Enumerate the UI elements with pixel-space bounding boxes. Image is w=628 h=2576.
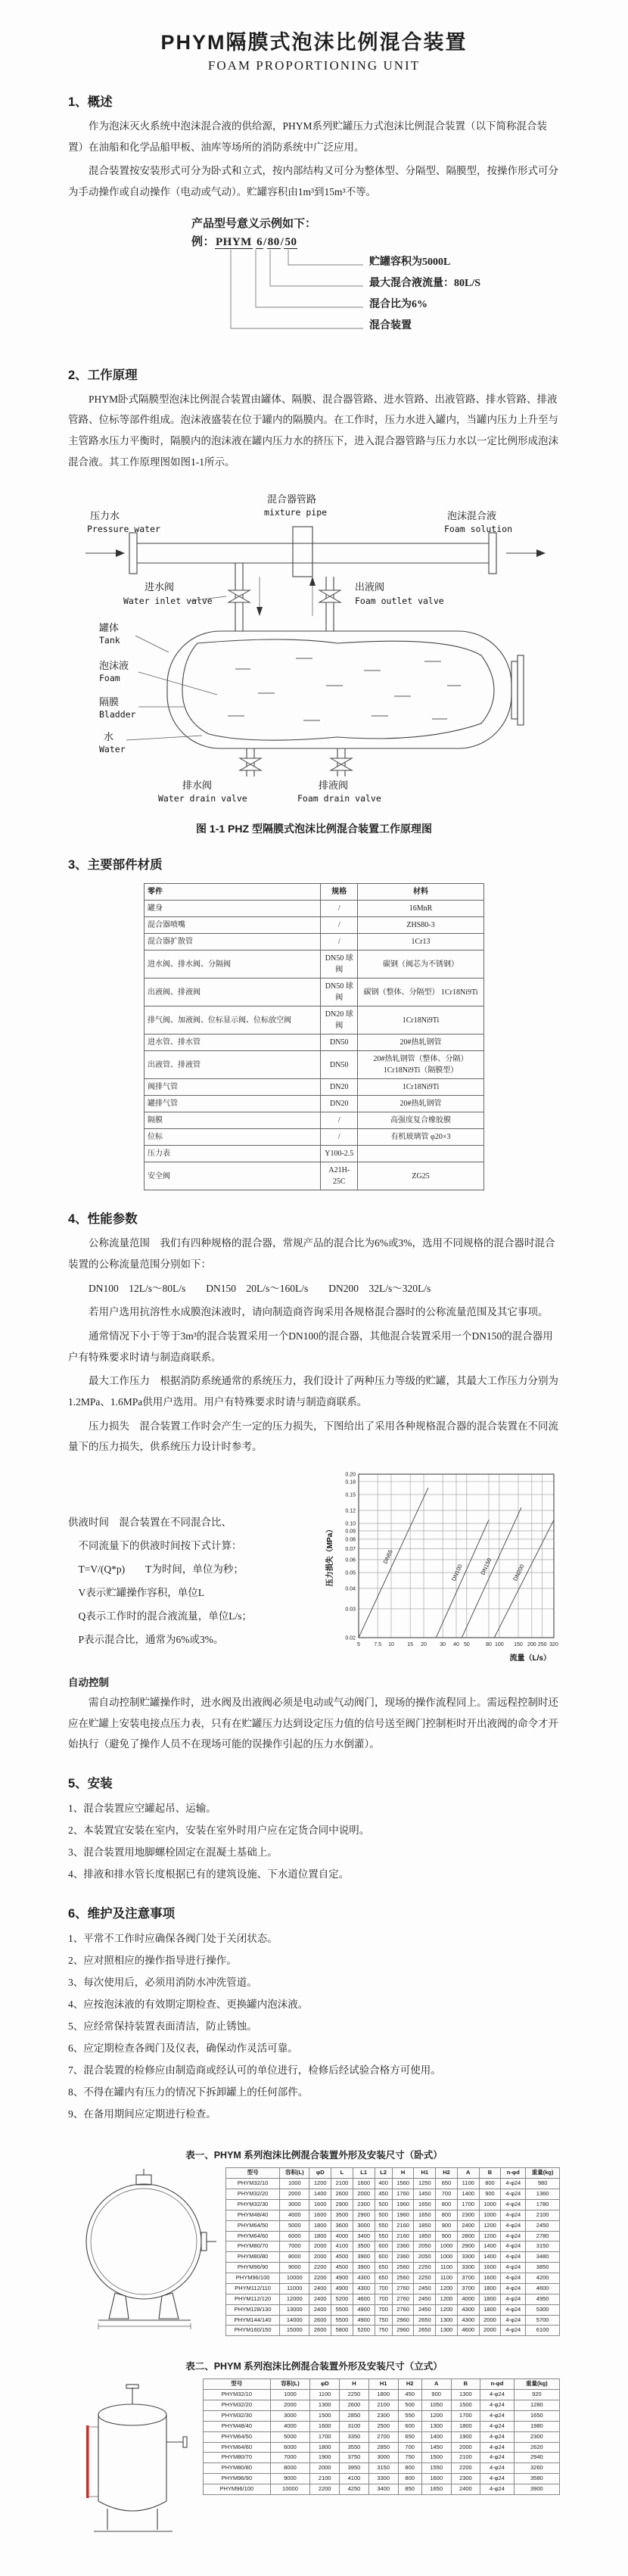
label-foam-outlet-valve-zh: 出液阀	[355, 581, 385, 593]
column-header: H	[340, 2379, 369, 2390]
model-example-code: 例：PHYM 6/80/50	[191, 235, 297, 248]
model-example-intro: 产品型号意义示例如下：	[191, 217, 317, 230]
section-1-heading: 1、概述	[68, 95, 113, 109]
label-tank-en: Tank	[99, 635, 120, 646]
x-tick-label: 40	[453, 1642, 459, 1648]
table-row: 阀排气管 DN20 1Cr18Ni9Ti	[145, 1079, 484, 1096]
y-tick-label: 0.02	[345, 1635, 356, 1641]
tank-diagram	[69, 480, 559, 805]
x-tick-label: 250	[537, 1642, 547, 1648]
list-item: 8、不得在罐内有压力的情况下拆卸罐上的任何部件。	[68, 2086, 309, 2098]
list-item: V表示贮罐操作容积，单位L	[78, 1587, 204, 1599]
list-item: 6、应定期检查各阀门及仪表，确保动作灵活可靠。	[68, 2042, 298, 2055]
x-tick-label: 5	[357, 1642, 360, 1648]
vertical-dimension-block	[68, 2378, 560, 2541]
table-row: PHYM64/50 5000 1800 3600 3000 550 2160 1850 900 2400 1200 4-φ24 2450	[226, 2220, 560, 2231]
y-tick-label: 0.05	[345, 1570, 356, 1576]
series-label-DN150: DN150	[479, 1557, 493, 1576]
label-pressure-water-zh: 压力水	[90, 510, 120, 522]
column-header: H2	[436, 2168, 458, 2179]
table-row: 隔膜 / 高强度复合橡胶膜	[145, 1112, 484, 1129]
table-row: PHYM48/40 4000 1600 3500 2900 500 1960 1650 800 2300 1000 4-φ24 2100	[226, 2210, 560, 2220]
column-header: H1	[368, 2379, 398, 2390]
y-tick-label: 0.20	[345, 1472, 356, 1478]
y-tick-label: 0.09	[345, 1529, 356, 1535]
x-tick-label: 200	[527, 1642, 536, 1648]
table-row: 压力表 Y100-2.5	[145, 1146, 484, 1162]
series-line-DN200	[494, 1520, 554, 1638]
x-tick-label: 20	[421, 1642, 427, 1648]
section-4-heading: 4、性能参数	[68, 1212, 138, 1227]
column-header: φD	[309, 2168, 331, 2179]
column-header: 规格	[321, 884, 358, 901]
label-water-en: Water	[99, 744, 126, 755]
table-row: PHYM112/110 11000 2400 4900 4300 700 2760 2450 1200 3700 1800 4-φ24 4600	[226, 2283, 560, 2294]
materials-table	[144, 883, 484, 1190]
column-header: 型号	[204, 2379, 271, 2390]
level-gauge-mark	[86, 2425, 89, 2498]
x-tick-label: 30	[440, 1642, 446, 1648]
table-row: 出液阀、排液阀 DN50 球阀 碳钢（整体、分隔型） 1Cr18Ni9Ti	[145, 978, 484, 1006]
horizontal-tank-drawing	[68, 2167, 219, 2332]
paragraph: 最大工作压力 根据消防系统通常的系统压力，我们设计了两种压力等级的贮罐，其最大工作压力分别为1.2MPa、1.6MPa供用户选用。用户有特殊要求时请与制造商联系。	[68, 1375, 558, 1408]
y-tick-label: 0.07	[345, 1547, 356, 1553]
paragraph: 若用户选用抗溶性水成膜泡沫液时，请向制造商咨询采用各规格混合器时的公称流量范围及其它事项。	[89, 1306, 549, 1318]
label-mixture-pipe-zh: 混合器管路	[267, 493, 317, 506]
table-row: PHYM64/50 5000 1700 3350 2700 650 1400 1900 4-φ24 2300	[204, 2431, 560, 2442]
y-tick-label: 0.12	[345, 1508, 356, 1514]
label-bladder-zh: 隔膜	[99, 696, 120, 708]
table-row: PHYM32/10 1000 1200 2100 1600 400 1560 1250 650 1100 800 4-φ24 980	[226, 2179, 560, 2189]
table-1-caption: 表一、PHYM 系列泡沫比例混合装置外形及安装尺寸（卧式）	[185, 2150, 443, 2161]
model-callout-lines	[68, 213, 558, 347]
x-axis-label: 流量（L/s）	[509, 1654, 551, 1663]
auto-control-heading: 自动控制	[68, 1677, 109, 1689]
table-row: PHYM32/30 3000 1500 2850 2300 550 1200 1700 4-φ24 1650	[204, 2410, 560, 2421]
list-item: P表示混合比，通常为6%或3%。	[78, 1634, 224, 1646]
list-item: 3、每次使用后，必须用消防水冲洗管道。	[68, 1977, 257, 1989]
column-header: n-φd	[480, 2379, 514, 2390]
label-mixture-pipe-en: mixture pipe	[264, 507, 328, 518]
model-code-mix: 6	[256, 235, 263, 248]
table-row: 罐身 / 16MnR	[145, 901, 484, 917]
table-row: PHYM32/10 1000 1100 2250 1800 450 900 1300 4-φ24 920	[204, 2390, 560, 2400]
x-tick-label: 150	[514, 1642, 523, 1648]
x-tick-label: 100	[494, 1642, 504, 1648]
model-designation-figure	[68, 213, 560, 347]
list-item: 2、应对照相应的操作指导进行操作。	[68, 1955, 237, 1967]
performance-block	[68, 1468, 560, 1666]
callout-max-flow: 最大混合液流量：80L/S	[369, 277, 481, 289]
working-principle-figure	[68, 480, 560, 809]
label-water-zh: 水	[104, 731, 114, 743]
label-pressure-water-en: Pressure water	[87, 524, 160, 535]
label-foam-zh: 泡沫液	[99, 660, 129, 672]
table-row: 进水阀、排水阀、分隔阀 DN50 球阀 碳钢（阀芯为不锈钢）	[145, 950, 484, 978]
list-item: 4、排液和排水管长度根据已有的建筑设施、下水道位置自定。	[68, 1868, 350, 1881]
table-row: PHYM80/80 8000 2000 4500 3900 600 2360 2050 1000 3300 1400 4-φ24 3480	[226, 2252, 560, 2263]
table-row: PHYM32/30 3000 1600 2900 2300 500 1960 1650 800 1700 1000 4-φ24 1780	[226, 2199, 560, 2210]
page-title: PHYM隔膜式泡沫比例混合装置	[160, 31, 468, 54]
series-line-DN100	[436, 1520, 489, 1638]
table-row: PHYM48/40 4000 1600 3100 2500 600 1300 1800 4-φ24 1980	[204, 2421, 560, 2431]
column-header: 重量(kg)	[526, 2168, 560, 2179]
column-header: A	[457, 2168, 479, 2179]
table-row: 混合器喷嘴 / ZHS80-3	[145, 917, 484, 934]
column-header: n-φd	[501, 2168, 526, 2179]
column-header: φD	[310, 2379, 340, 2390]
column-header: L	[331, 2168, 353, 2179]
column-header: H	[392, 2168, 414, 2179]
paragraph: 作为泡沫灭火系统中泡沫混合液的供给源，PHYM系列贮罐压力式泡沫比例混合装置（以下简称混合装置）在油船和化学品船甲板、油库等场所的消防系统中广泛应用。	[68, 120, 548, 153]
table-row: PHYM80/70 7000 2000 4100 3500 600 2360 2050 1000 2900 1400 4-φ24 3150	[226, 2242, 560, 2252]
maintenance-list	[68, 1927, 560, 2125]
label-foam-solution-en: Foam solution	[444, 524, 513, 535]
table-row: 混合器扩散管 / 1Cr13	[145, 934, 484, 950]
list-item: 供液时间 混合装置在不同混合比、	[68, 1517, 232, 1529]
series-label-DN65: DN65	[381, 1548, 394, 1565]
column-header: 容积(L)	[280, 2168, 309, 2179]
label-bladder-en: Bladder	[99, 709, 136, 720]
y-tick-label: 0.18	[345, 1479, 356, 1486]
vertical-dimension-table	[203, 2378, 560, 2495]
table-row: 罐排气管 DN20 20#热轧钢管	[145, 1096, 484, 1112]
label-foam-en: Foam	[99, 673, 120, 684]
pressure-loss-chart	[324, 1468, 560, 1666]
section-6-heading: 6、维护及注意事项	[68, 1907, 176, 1921]
section-5-heading: 5、安装	[68, 1777, 113, 1791]
list-item: T=V/(Q*p) T为时间，单位为秒；	[78, 1563, 244, 1576]
table-row: PHYM128/130 13000 2400 5500 4900 700 2760 2450 1200 4300 1800 4-φ24 5300	[226, 2304, 560, 2315]
y-tick-label: 0.06	[345, 1557, 356, 1563]
list-item: 3、混合装置用地脚螺栓固定在混凝土基础上。	[68, 1846, 278, 1859]
horizontal-dimension-block	[68, 2167, 560, 2336]
x-tick-label: 50	[463, 1642, 470, 1648]
column-header: L2	[375, 2168, 392, 2179]
x-tick-label: 7.5	[374, 1642, 382, 1648]
table-row: 进水管、排水管 DN50 20#热轧钢管	[145, 1034, 484, 1051]
column-header: B	[479, 2168, 501, 2179]
paragraph: 通常情况下小于等于3m³的混合装置采用一个DN100的混合器，其他混合装置采用一个DN150的混合器用户有特殊要求时请与制造商联系。	[68, 1330, 553, 1363]
table-row: PHYM160/150 15000 2600 5800 5200 750 2960 2650 1300 4600 2000 4-φ24 6100	[226, 2326, 560, 2336]
list-item: 不同流量下的供液时间按下式计算：	[78, 1540, 242, 1552]
installation-list	[68, 1797, 560, 1885]
table-row: 出液管、排液管 DN50 20#热轧钢管（整体、分隔） 1Cr18Ni9Ti（隔膜型）	[145, 1051, 484, 1079]
callout-device: 混合装置	[369, 319, 412, 331]
label-tank-zh: 罐体	[99, 622, 120, 634]
x-tick-label: 15	[407, 1642, 414, 1648]
model-code-name: PHYM	[216, 235, 252, 248]
label-foam-drain-valve-zh: 排液阀	[319, 779, 349, 792]
table-row: 排气阀、加液阀、位标显示阀、位标放空阀 DN20 球阀 1Cr18Ni9Ti	[145, 1006, 484, 1034]
table-2-caption: 表二、PHYM 系列泡沫比例混合装置外形及安装尺寸（立式）	[185, 2361, 443, 2372]
column-header: H1	[414, 2168, 436, 2179]
column-header: 型号	[226, 2168, 280, 2179]
table-row: 安全阀 A21H-25C ZG25	[145, 1162, 484, 1190]
column-header: 重量(kg)	[514, 2379, 559, 2390]
list-item: 4、应按泡沫液的有效期定期检查、更换罐内泡沫液。	[68, 1999, 309, 2011]
list-item: 5、应经常保持装置表面清洁，防止锈蚀。	[68, 2021, 257, 2033]
supply-time-text	[68, 1468, 321, 1666]
callout-tank-volume: 贮罐容积为5000L	[369, 256, 451, 268]
section-3-heading: 3、主要部件材质	[68, 858, 163, 873]
column-header: 材料	[358, 884, 484, 901]
list-item: 2、本装置宜安装在室内，安装在室外时用户应在定货合同中说明。	[68, 1825, 370, 1837]
column-header: 零件	[145, 884, 321, 901]
list-item: Q表示工作时的混合液流量，单位L/s；	[78, 1610, 252, 1622]
label-water-drain-valve-en: Water drain valve	[158, 793, 247, 804]
y-tick-label: 0.04	[345, 1586, 356, 1592]
column-header: A	[421, 2379, 451, 2390]
label-foam-drain-valve-en: Foam drain valve	[297, 793, 381, 804]
x-tick-label: 10	[388, 1642, 394, 1648]
column-header: H2	[398, 2379, 421, 2390]
table-row: PHYM96/90 9000 2200 4500 3900 650 2560 2250 1100 3300 1600 4-φ24 3850	[226, 2263, 560, 2273]
y-tick-label: 0.15	[345, 1492, 356, 1498]
column-header: 容积(L)	[270, 2379, 310, 2390]
table-row: 位标 / 有机玻璃管 φ20×3	[145, 1129, 484, 1146]
table-row: PHYM144/140 14000 2600 5500 4900 750 2960 2650 1300 4300 2000 4-φ24 5700	[226, 2315, 560, 2326]
label-water-inlet-valve-zh: 进水阀	[145, 581, 175, 593]
table-row: PHYM64/60 6000 1800 3550 2850 700 1450 2000 4-φ24 2620	[204, 2442, 560, 2453]
table-row: PHYM80/80 8000 2000 3950 3150 800 1550 2200 4-φ24 3260	[204, 2463, 560, 2474]
list-item: 7、混合装置的检修应由制造商或经认可的单位进行，检修后经试验合格方可使用。	[68, 2064, 441, 2077]
table-row: PHYM112/120 12000 2400 5200 4600 700 2760 2450 1200 4000 1800 4-φ24 4950	[226, 2294, 560, 2304]
paragraph: 需自动控制贮罐操作时，进水阀及出液阀必须是电动或气动阀门，现场的操作流程同上。需远程控制时还应在贮罐上安装电接点压力表，只有在贮罐压力达到设定压力值的信号送至阀门控制柜时开出液阀的命令才开始执行（避免了操作人员不在现场可能的误操作引起的压力水倒灌）。	[68, 1697, 558, 1750]
column-header: B	[451, 2379, 480, 2390]
x-tick-label: 320	[549, 1642, 558, 1648]
callout-mix-ratio: 混合比为6%	[369, 298, 427, 310]
table-row: PHYM80/70 7000 1900 3750 3000 750 1500 2100 4-φ24 2940	[204, 2453, 560, 2463]
list-item: 1、混合装置应空罐起吊、运输。	[68, 1803, 216, 1815]
label-water-inlet-valve-en: Water inlet valve	[123, 596, 213, 607]
y-axis-label: 压力损失（MPa）	[326, 1525, 334, 1587]
table-row: PHYM96/100 10000 2200 4900 4300 650 2560 2250 1100 3700 1600 4-φ24 4200	[226, 2273, 560, 2284]
table-row: PHYM96/90 9000 2100 4100 3300 800 1600 2300 4-φ24 3580	[204, 2474, 560, 2484]
label-water-drain-valve-zh: 排水阀	[182, 779, 213, 792]
x-tick-label: 80	[486, 1642, 492, 1648]
model-code-flow: 80	[267, 235, 280, 248]
table-row: PHYM64/60 6000 1800 4000 3400 550 2160 1850 900 2800 1200 4-φ24 2780	[226, 2231, 560, 2242]
figure-1-caption: 图 1-1 PHZ 型隔膜式泡沫比例混合装置工作原理图	[196, 823, 432, 835]
model-prefix: 例：	[191, 235, 216, 248]
y-tick-label: 0.03	[345, 1607, 356, 1613]
column-header: L1	[353, 2168, 375, 2179]
series-label-DN200: DN200	[511, 1563, 526, 1582]
paragraph: 压力损失 混合装置工作时会产生一定的压力损失，下图给出了采用各种规格混合器的混合装置在不同流量下的压力损失，供系统压力设计时参考。	[68, 1420, 558, 1453]
paragraph: PHYM卧式隔膜型泡沫比例混合装置由罐体、隔膜、混合器管路、进水管路、出液管路、排水管路、排液管路、位标等部件组成。泡沫液盛装在位于罐内的隔膜内。在工作时，压力水进入罐内，当罐内压力上升至与主管路水压力平衡时，隔膜内的泡沫液在罐内压力水的挤压下，进入混合器管路与压力水以一定比例形成泡沫混合液。其工作原理图如图1-1所示。	[68, 393, 558, 468]
vertical-tank-drawing	[68, 2378, 197, 2541]
nominal-flow-values: DN100 12L/s～80L/s DN150 20L/s～160L/s DN200 32L/s～320L/s	[89, 1282, 431, 1294]
paragraph: 混合装置按安装形式可分为卧式和立式，按内部结构又可分为整体型、分隔型、隔膜型，按操作形式可分为手动操作或自动操作（电动或气动）。贮罐容积由1m³到15m³不等。	[68, 165, 558, 198]
y-tick-label: 0.08	[345, 1537, 356, 1543]
list-item: 1、平常不工作时应确保各阀门处于关闭状态。	[68, 1933, 278, 1945]
y-tick-label: 0.10	[345, 1521, 356, 1527]
page-subtitle: FOAM PROPORTIONING UNIT	[207, 58, 421, 73]
paragraph: 公称流量范围 我们有四种规格的混合器，常规产品的混合比为6%或3%，选用不同规格的混合器时混合装置的公称流量范围分别如下：	[68, 1237, 555, 1271]
table-row: PHYM96/100 10000 2200 4250 3400 850 1650 2400 4-φ24 3900	[204, 2484, 560, 2495]
list-item: 9、在备用期间应定期进行检查。	[68, 2108, 216, 2120]
horizontal-dimension-table	[225, 2167, 560, 2336]
table-row: PHYM32/20 2000 1300 2600 2100 500 1050 1500 4-φ24 1280	[204, 2400, 560, 2411]
series-label-DN100: DN100	[449, 1563, 464, 1582]
label-foam-solution-zh: 泡沫混合液	[447, 510, 497, 522]
table-row: PHYM32/20 2000 1400 2600 2000 450 1760 1450 700 1400 900 4-φ24 1360	[226, 2189, 560, 2200]
model-code-vol: 50	[284, 235, 297, 248]
section-2-heading: 2、工作原理	[68, 368, 138, 382]
label-foam-outlet-valve-en: Foam outlet valve	[355, 596, 444, 607]
